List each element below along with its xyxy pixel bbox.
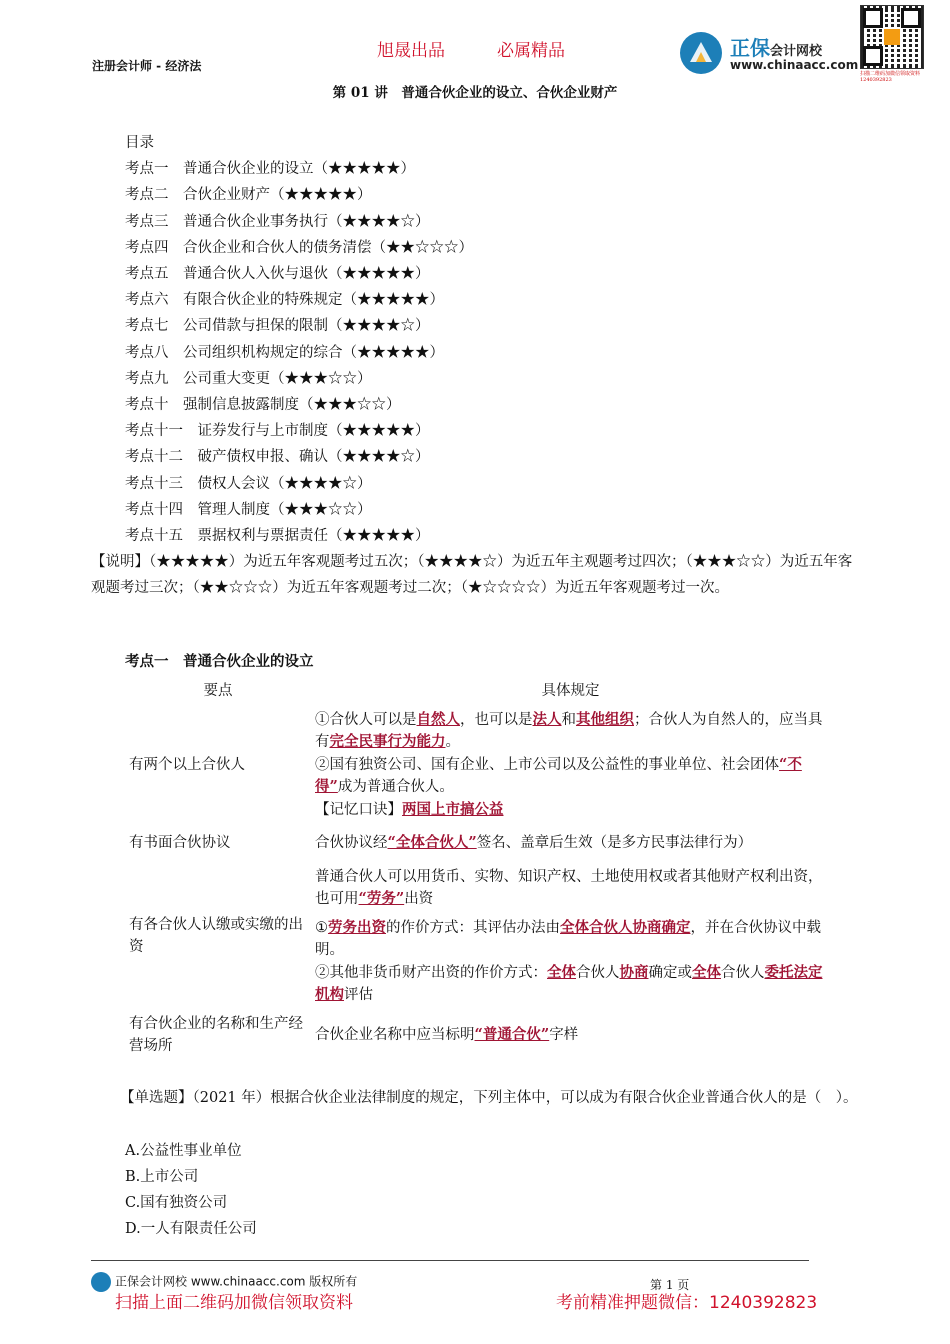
- row-rule: ①合伙人可以是自然人，也可以是法人和其他组织；合伙人为自然人的，应当具有完全民事行为能力。 ②国有独资公司、国有企业、上市公司以及公益性的事业单位、社会团体“不得”成为普通合伙人。 【记忆口诀】两国上市搞公益: [315, 710, 823, 818]
- quiz-option: B.上市公司: [125, 1169, 199, 1185]
- table-of-contents: [125, 130, 473, 549]
- rating-note: 【说明】（★★★★★）为近五年客观题考过五次；（★★★★☆）为近五年主观题考过四次；（★★★☆☆）为近五年客观题考过三次；（★★☆☆☆）为近五年客观题考过二次；（★☆☆☆☆）为近五年客观题考过一次。: [91, 554, 853, 597]
- quiz-option: A.公益性事业单位: [125, 1143, 242, 1159]
- footer-copyright: 正保会计网校 www.chinaacc.com 版权所有: [91, 1272, 357, 1292]
- rules-table: [125, 677, 830, 1061]
- toc-item: 考点八 公司组织机构规定的综合（★★★★★）: [125, 344, 444, 361]
- table-row: [125, 706, 830, 825]
- footer-ad-left: 扫描上面二维码加微信领取资料: [115, 1293, 353, 1313]
- toc-item: 考点二 合伙企业财产（★★★★★）: [125, 187, 372, 204]
- toc-item: 考点七 公司借款与担保的限制（★★★★☆）: [125, 318, 430, 335]
- toc-item: 考点三 普通合伙企业事务执行（★★★★☆）: [125, 213, 430, 230]
- logo-url: www.chinaacc.com: [730, 58, 859, 72]
- chinaacc-logo: [680, 28, 860, 76]
- footer-logo-icon: [91, 1272, 111, 1292]
- qr-code: [860, 5, 924, 83]
- table-row: [125, 1010, 830, 1061]
- toc-item: 考点十三 债权人会议（★★★★☆）: [125, 475, 372, 492]
- row-point: 有两个以上合伙人: [129, 756, 245, 773]
- toc-item: 考点十四 管理人制度（★★★☆☆）: [125, 501, 372, 518]
- footer-ad-right: 考前精准押题微信：1240392823: [556, 1293, 818, 1313]
- row-point: 有各合伙人认缴或实缴的出资: [129, 916, 303, 955]
- qr-code-icon: [860, 5, 924, 69]
- toc-item: 考点四 合伙企业和合伙人的债务清偿（★★☆☆☆）: [125, 239, 473, 256]
- promo-left: 旭晟出品: [377, 41, 445, 61]
- quiz-option: C.国有独资公司: [125, 1195, 228, 1211]
- toc-item: 考点五 普通合伙人入伙与退伙（★★★★★）: [125, 266, 430, 283]
- lecture-title: 第 01 讲 普通合伙企业的设立、合伙企业财产: [332, 85, 618, 101]
- quiz-stem: 【单选题】（2021 年）根据合伙企业法律制度的规定，下列主体中，可以成为有限合伙企业普通合伙人的是（ ）。: [120, 1090, 858, 1106]
- course-label: 注册会计师 - 经济法: [92, 59, 202, 73]
- table-row: [125, 824, 830, 863]
- quiz-option: D.一人有限责任公司: [125, 1221, 257, 1237]
- qr-caption: 扫描二维码加微信领取资料 1240392823: [860, 71, 921, 83]
- toc-item: 考点九 公司重大变更（★★★☆☆）: [125, 370, 372, 387]
- toc-item: 考点十二 破产债权申报、确认（★★★★☆）: [125, 449, 430, 466]
- footer-divider: [91, 1260, 809, 1261]
- row-point: 有书面合伙协议: [129, 835, 231, 851]
- table-row: [125, 863, 830, 1010]
- col-header-point: 要点: [203, 683, 233, 699]
- row-rule: 普通合伙人可以用货币、实物、知识产权、土地使用权或者其他财产权利出资，也可用“劳务”出资 ①劳务出资的作价方式：其评估办法由全体合伙人协商确定，并在合伙协议中载明。 ②其他非货币财产出资的作价方式：全体合伙人协商确定或全体合伙人委托法定机构评估: [315, 868, 823, 1003]
- row-rule: 合伙企业名称中应当标明“普通合伙”字样: [315, 1025, 579, 1043]
- logo-subname: 会计网校: [770, 44, 823, 59]
- logo-mark-icon: [680, 32, 722, 74]
- col-header-rule: 具体规定: [541, 683, 600, 699]
- table-header-row: [125, 677, 830, 706]
- row-point: 有合伙企业的名称和生产经营场所: [129, 1015, 303, 1054]
- row-rule: 合伙协议经“全体合伙人”签名、盖章后生效（是多方民事法律行为）: [315, 834, 753, 851]
- toc-title: 目录: [125, 135, 154, 151]
- logo-name: 正保: [730, 36, 770, 60]
- toc-item: 考点十五 票据权利与票据责任（★★★★★）: [125, 528, 430, 545]
- toc-item: 考点一 普通合伙企业的设立（★★★★★）: [125, 161, 415, 178]
- page-number: 第 1 页: [650, 1278, 690, 1292]
- toc-item: 考点十 强制信息披露制度（★★★☆☆）: [125, 397, 401, 414]
- promo-right: 必属精品: [497, 41, 565, 61]
- section-title: 考点一 普通合伙企业的设立: [125, 653, 314, 670]
- toc-item: 考点六 有限合伙企业的特殊规定（★★★★★）: [125, 292, 444, 309]
- toc-item: 考点十一 证券发行与上市制度（★★★★★）: [125, 423, 430, 440]
